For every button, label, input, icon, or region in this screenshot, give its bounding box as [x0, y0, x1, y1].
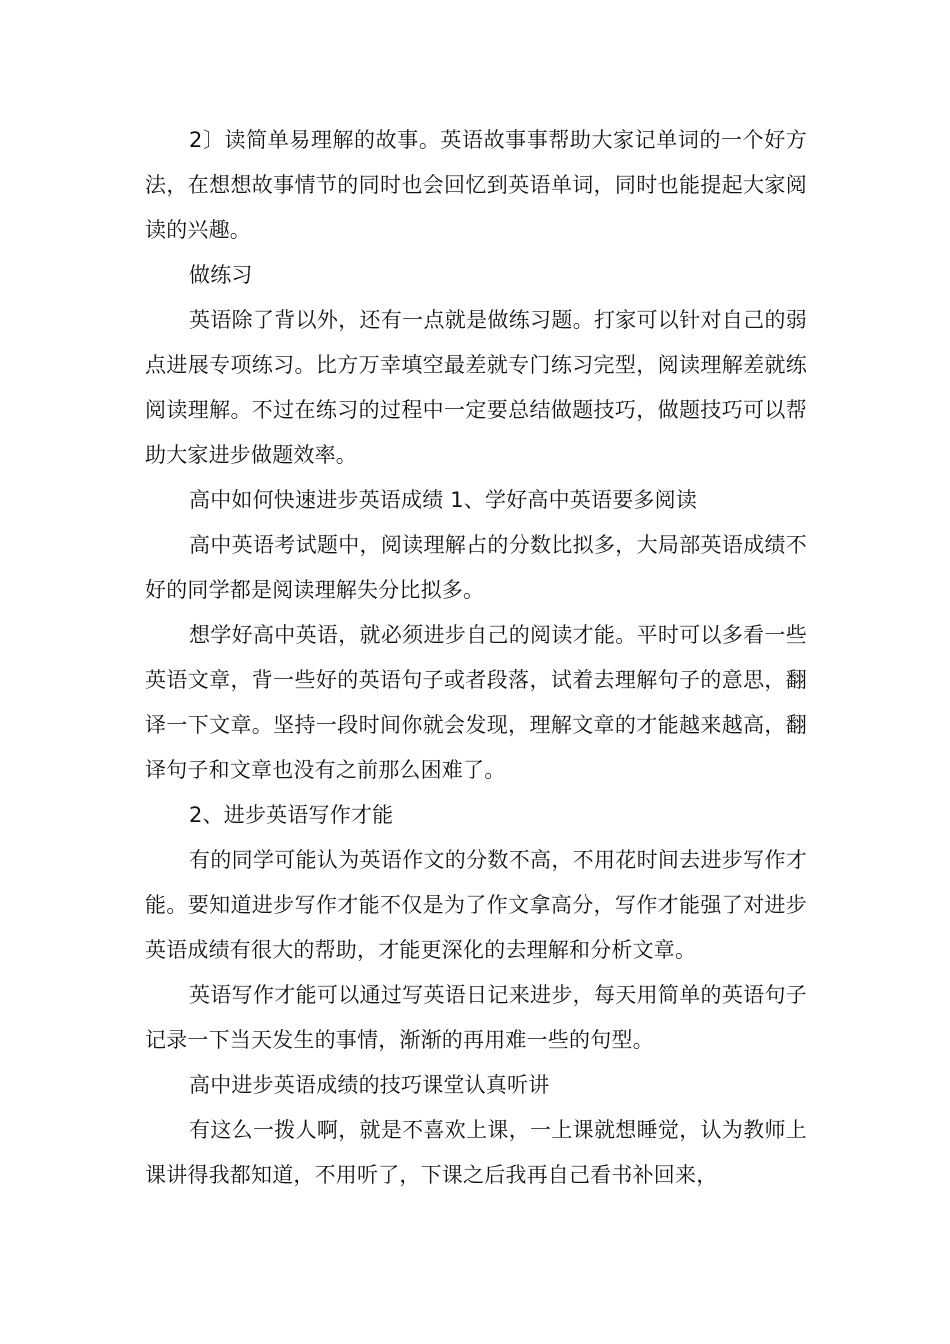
paragraph-writing-importance: 有的同学可能认为英语作文的分数不高，不用花时间去进步写作才能。要知道进步写作才能不仅是为了作文拿高分，写作才能强了对进步英语成绩有很大的帮助，才能更深化的去理解和分析文章。	[145, 848, 807, 962]
heading-classroom-listening: 高中进步英语成绩的技巧课堂认真听讲	[189, 1073, 550, 1097]
heading-improve-grades: 高中如何快速进步英语成绩 1、学好高中英语要多阅读	[189, 488, 698, 512]
paragraph-story-reading: 2〕读简单易理解的故事。英语故事事帮助大家记单词的一个好方法，在想想故事情节的同时也会回忆到英语单词，同时也能提起大家阅读的兴趣。	[145, 128, 807, 242]
document-body	[145, 118, 807, 1198]
paragraph-reading-ability: 想学好高中英语，就必须进步自己的阅读才能。平时可以多看一些英语文章，背一些好的英语句子或者段落，试着去理解句子的意思，翻译一下文章。坚持一段时间你就会发现，理解文章的才能越来越高，翻译句子和文章也没有之前那么困难了。	[145, 623, 807, 782]
paragraph-reading-comprehension: 高中英语考试题中，阅读理解占的分数比拟多，大局部英语成绩不好的同学都是阅读理解失分比拟多。	[145, 533, 807, 602]
paragraph-exercises: 英语除了背以外，还有一点就是做练习题。打家可以针对自己的弱点进展专项练习。比方万幸填空最差就专门练习完型，阅读理解差就练阅读理解。不过在练习的过程中一定要总结做题技巧，做题技巧可以帮助大家进步做题效率。	[145, 308, 807, 467]
heading-writing-ability: 2、进步英语写作才能	[189, 803, 394, 827]
paragraph-writing-diary: 英语写作才能可以通过写英语日记来进步，每天用简单的英语句子记录一下当天发生的事情，渐渐的再用难一些的句型。	[145, 983, 807, 1052]
heading-do-exercises: 做练习	[189, 263, 253, 287]
paragraph-classroom: 有这么一拨人啊，就是不喜欢上课，一上课就想睡觉，认为教师上课讲得我都知道，不用听了，下课之后我再自己看书补回来，	[145, 1118, 807, 1187]
